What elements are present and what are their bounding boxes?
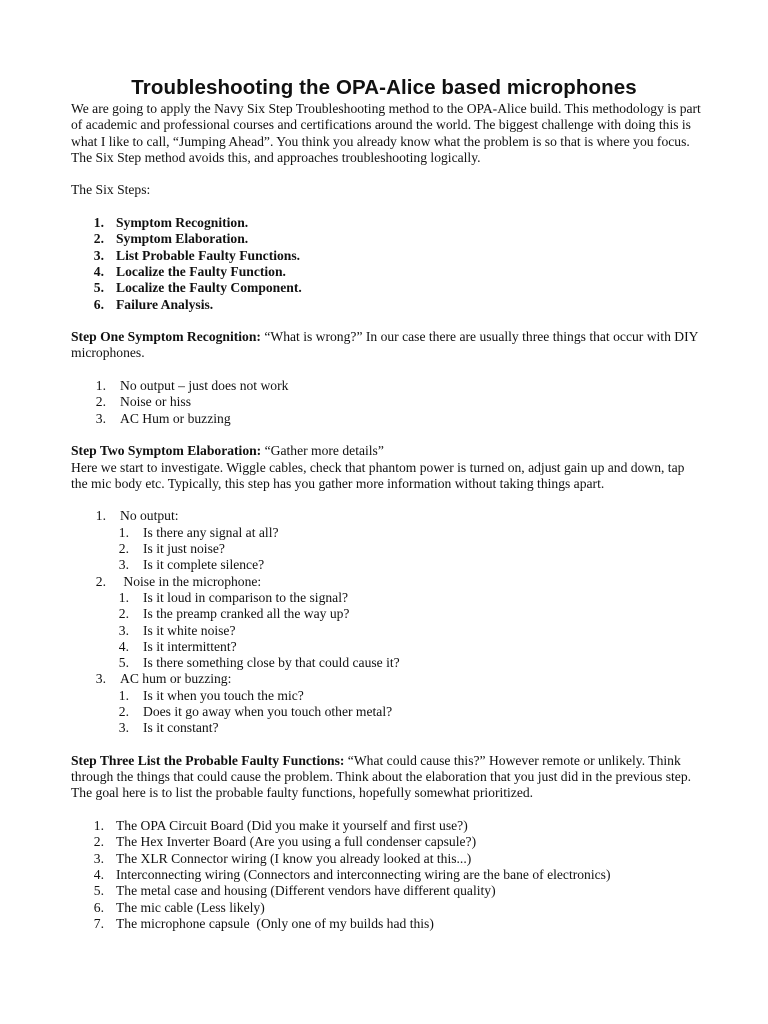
step-one-text: “What is wrong?” In our case there are usually three things that occur with DIY microphones. <box>71 329 698 361</box>
list-item: 2. The Hex Inverter Board (Are you using a full condenser capsule?) <box>93 834 477 850</box>
list-item: 2. Symptom Elaboration. <box>93 231 249 247</box>
list-item: 1. No output: <box>95 508 179 524</box>
list-item: 2. Noise or hiss <box>95 394 191 410</box>
list-item: 6. The mic cable (Less likely) <box>93 899 265 915</box>
document-title: Troubleshooting the OPA-Alice based microphones <box>131 76 637 99</box>
list-item: 5. The metal case and housing (Different vendors have different quality) <box>93 883 496 899</box>
sub-list-item: 2. Is it just noise? <box>118 541 225 557</box>
step-three-heading: Step Three List the Probable Faulty Functions: <box>71 752 345 768</box>
list-item: 1. Symptom Recognition. <box>93 215 249 231</box>
sub-list-item: 1. Is it loud in comparison to the signal? <box>118 589 349 605</box>
step-two-heading: Step Two Symptom Elaboration: <box>71 443 262 459</box>
list-item: 3. List Probable Faulty Functions. <box>93 247 301 263</box>
document-body <box>71 101 701 932</box>
list-item: 3. AC Hum or buzzing <box>95 410 231 426</box>
six-steps-list <box>71 215 701 313</box>
step-two-paragraph: Here we start to investigate. Wiggle cables, check that phantom power is turned on, adjust gain up and down, tap the mic body etc. Typically, this step has you gather more information without taking things apart. <box>71 459 685 491</box>
step-two-list <box>71 508 701 736</box>
sub-list-item: 2. Does it go away when you touch other metal? <box>118 703 393 719</box>
list-item: 3. The XLR Connector wiring (I know you already looked at this...) <box>93 850 472 866</box>
list-item: 1. The OPA Circuit Board (Did you make it yourself and first use?) <box>93 818 468 834</box>
step-one-heading: Step One Symptom Recognition: <box>71 329 261 345</box>
sub-list-item: 1. Is it when you touch the mic? <box>118 687 304 703</box>
step-two-heading-line <box>71 443 701 459</box>
list-item: 6. Failure Analysis. <box>93 296 214 312</box>
list-item: 7. The microphone capsule (Only one of my builds had this) <box>93 915 434 931</box>
sub-list-item: 4. Is it intermittent? <box>118 638 237 654</box>
sub-list-item: 3. Is it complete silence? <box>118 557 265 573</box>
sub-list-item: 3. Is it white noise? <box>118 622 236 638</box>
step-one-list <box>71 378 701 427</box>
list-item: 5. Localize the Faulty Component. <box>93 280 302 296</box>
list-item: 4. Interconnecting wiring (Connectors and interconnecting wiring are the bane of electronics) <box>93 866 611 882</box>
sub-list-item: 3. Is it constant? <box>118 720 219 736</box>
sub-list-item: 1. Is there any signal at all? <box>118 524 279 540</box>
step-three-list <box>71 818 701 932</box>
step-three-text: “What could cause this?” However remote or unlikely. Think through the things that could cause the problem. Think about the elaboration that you just did in the previous step. The goal here is to list the probable faulty functions, hopefully somewhat prioritized. <box>71 752 692 801</box>
step-three-paragraph <box>71 753 701 802</box>
six-steps-heading: The Six Steps: <box>71 182 151 198</box>
sub-list-item: 2. Is the preamp cranked all the way up? <box>118 606 350 622</box>
intro-paragraph: We are going to apply the Navy Six Step Troubleshooting method to the OPA-Alice build. This methodology is part of academic and professional courses and certifications around the world. The biggest challenge with doing this is what I like to call, “Jumping Ahead”. You think you already know what the problem is so that is where you focus. The Six Step method avoids this, and approaches troubleshooting logically. <box>71 101 701 165</box>
sub-list-item: 5. Is there something close by that could cause it? <box>118 655 400 671</box>
list-item: 1. No output – just does not work <box>95 378 289 394</box>
step-one-paragraph <box>71 329 701 362</box>
step-two-quote: “Gather more details” <box>261 443 384 459</box>
list-item: 4. Localize the Faulty Function. <box>93 263 286 279</box>
list-item: 2. Noise in the microphone: <box>95 573 262 589</box>
list-item: 3. AC hum or buzzing: <box>95 671 232 687</box>
